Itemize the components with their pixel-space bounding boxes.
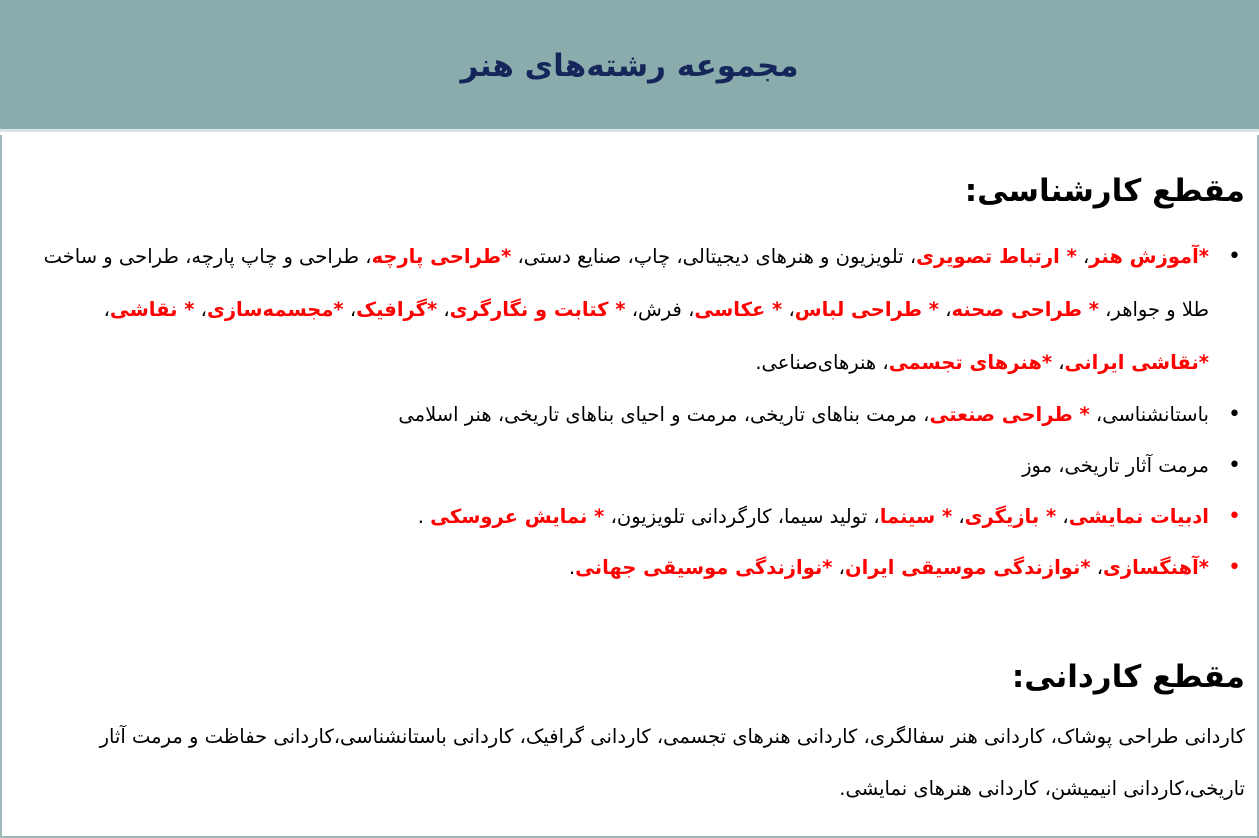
- item-text: ، طراحی و چاپ پارچه، طراحی و ساخت طلا و جواهر،: [43, 245, 1209, 321]
- page-title: مجموعه رشته‌های هنر: [460, 47, 799, 84]
- item-text: ،: [782, 298, 795, 321]
- highlighted-field: *نوازندگی موسیقی ایران: [844, 556, 1091, 579]
- item-text: ،: [343, 298, 357, 321]
- list-item: [22, 230, 1245, 389]
- list-item: [22, 389, 1245, 440]
- highlighted-field: * کتابت و نگارگری: [449, 298, 626, 321]
- list-item: [22, 542, 1245, 593]
- item-text: ،: [1076, 245, 1090, 268]
- item-text: ،: [437, 298, 450, 321]
- highlighted-field: *آموزش هنر: [1089, 245, 1209, 268]
- item-text: ،: [194, 298, 207, 321]
- slide-header: [0, 0, 1259, 132]
- highlighted-field: *گرافیک: [356, 298, 438, 321]
- bachelor-list: [22, 230, 1245, 593]
- item-text: مرمت آثار تاریخی، موز: [1022, 454, 1209, 477]
- item-text: باستانشناسی،: [1089, 403, 1209, 426]
- bachelor-heading: مقطع کارشناسی:: [964, 173, 1245, 209]
- item-text: ،: [1052, 351, 1065, 374]
- highlighted-field: * طراحی صحنه: [951, 298, 1099, 321]
- highlighted-field: *نقاشی ایرانی: [1064, 351, 1209, 374]
- highlighted-field: ادبیات نمایشی: [1068, 505, 1209, 528]
- item-text: .: [417, 505, 431, 528]
- highlighted-field: * طراحی لباس: [794, 298, 940, 321]
- highlighted-field: * عکاسی: [694, 298, 783, 321]
- item-text: ، هنرهای‌صناعی.: [755, 351, 889, 374]
- slide-body: [0, 135, 1259, 838]
- highlighted-field: * بازیگری: [964, 505, 1057, 528]
- item-text: ،: [832, 556, 845, 579]
- associate-text: کاردانی طراحی پوشاک، کاردانی هنر سفالگری، کاردانی هنرهای تجسمی، کاردانی گرافیک، کاردانی باستانشناسی،کاردانی حفاظت و مرمت آثار تاریخی،کاردانی انیمیشن، کاردانی هنرهای نمایشی.: [99, 725, 1245, 800]
- item-text: ، تولید سیما، کارگردانی تلویزیون،: [604, 505, 880, 528]
- highlighted-field: * نقاشی: [109, 298, 195, 321]
- highlighted-field: *مجسمه‌سازی: [206, 298, 344, 321]
- item-text: ، تلویزیون و هنرهای دیجیتالی، چاپ، صنایع دستی،: [511, 245, 917, 268]
- item-text: ، فرش،: [625, 298, 695, 321]
- highlighted-field: *هنرهای تجسمی: [888, 351, 1053, 374]
- highlighted-field: * نمایش عروسکی: [430, 505, 605, 528]
- highlighted-field: *طراحی پارچه: [371, 245, 512, 268]
- item-text: ،: [939, 298, 952, 321]
- highlighted-field: *نوازندگی موسیقی جهانی: [575, 556, 833, 579]
- item-text: ،: [103, 298, 110, 321]
- item-text: ،: [952, 505, 965, 528]
- item-text: .: [568, 556, 576, 579]
- list-item: [22, 491, 1245, 542]
- item-text: ،: [1090, 556, 1104, 579]
- item-text: ، مرمت بناهای تاریخی، مرمت و احیای بناهای تاریخی، هنر اسلامی: [398, 403, 930, 426]
- highlighted-field: *آهنگسازی: [1103, 556, 1209, 579]
- item-text: ،: [1056, 505, 1069, 528]
- highlighted-field: * سینما: [879, 505, 953, 528]
- associate-heading: مقطع کاردانی:: [1011, 659, 1245, 695]
- highlighted-field: * طراحی صنعتی: [929, 403, 1090, 426]
- list-item: [22, 440, 1245, 491]
- highlighted-field: * ارتباط تصویری: [916, 245, 1077, 268]
